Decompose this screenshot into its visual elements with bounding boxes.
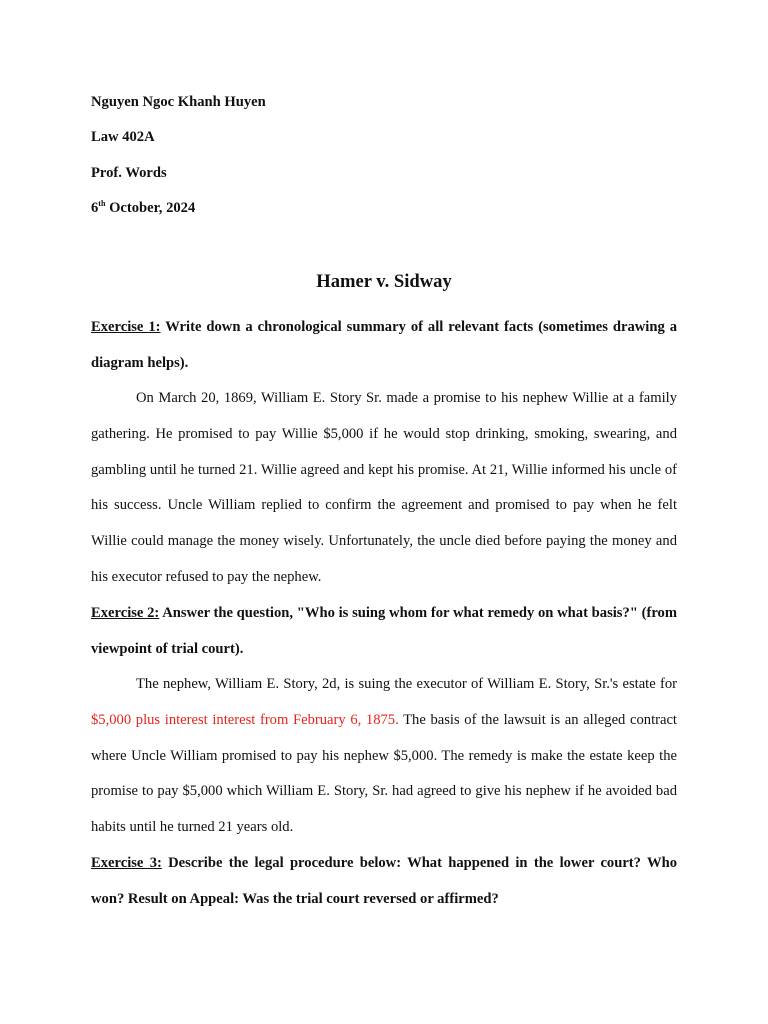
document-date (91, 200, 195, 217)
exercise-3-question (91, 846, 677, 918)
exercise-2-question-text: Answer the question, "Who is suing whom for what remedy on what basis?" (from viewpoint of trial court). (91, 605, 677, 657)
date-suffix: th (98, 199, 106, 208)
exercise-2-label: Exercise 2: (91, 605, 160, 621)
exercise-3-label: Exercise 3: (91, 855, 162, 871)
exercise-2-question (91, 596, 677, 668)
exercise-3-question-text: Describe the legal procedure below: What happened in the lower court? Who won? Result on Appeal: Was the trial court reversed or affirmed? (91, 855, 677, 907)
exercise-2-answer (91, 667, 677, 846)
exercise-2-answer-part1: The nephew, William E. Story, 2d, is suing the executor of William E. Story, Sr.'s estate for (136, 676, 677, 692)
document-title: Hamer v. Sidway (316, 271, 452, 292)
professor-name: Prof. Words (91, 165, 167, 181)
author-name: Nguyen Ngoc Khanh Huyen (91, 94, 266, 110)
exercise-2-answer-highlight: $5,000 plus interest interest from February 6, 1875. (91, 711, 399, 728)
exercise-1-question-text: Write down a chronological summary of all relevant facts (sometimes drawing a diagram helps). (91, 319, 678, 371)
date-rest: October, 2024 (105, 200, 196, 216)
course-name: Law 402A (91, 129, 155, 145)
exercise-1-answer: On March 20, 1869, William E. Story Sr. made a promise to his nephew Willie at a family gathering. He promised to pay Willie $5,000 if he would stop drinking, smoking, swearing, and gambling until he turned 21. Willie agreed and kept his promise. At 21, Willie informed his uncle of his success. Uncle William replied to confirm the agreement and promised to pay when he felt Willie could manage the money wisely. Unfortunately, the uncle died before paying the money and his executor refused to pay the nephew. (91, 390, 677, 585)
exercise-1-label: Exercise 1: (91, 319, 161, 335)
exercise-1-question (91, 310, 677, 382)
date-day: 6 (91, 200, 99, 216)
exercise-2-answer-part2: The basis of the lawsuit is an alleged contract where Uncle William promised to pay his nephew $5,000. The remedy is make the estate keep the promise to pay $5,000 which William E. Story, Sr. had agreed to give his nephew if he avoided bad habits until he turned 21 years old. (91, 711, 677, 836)
